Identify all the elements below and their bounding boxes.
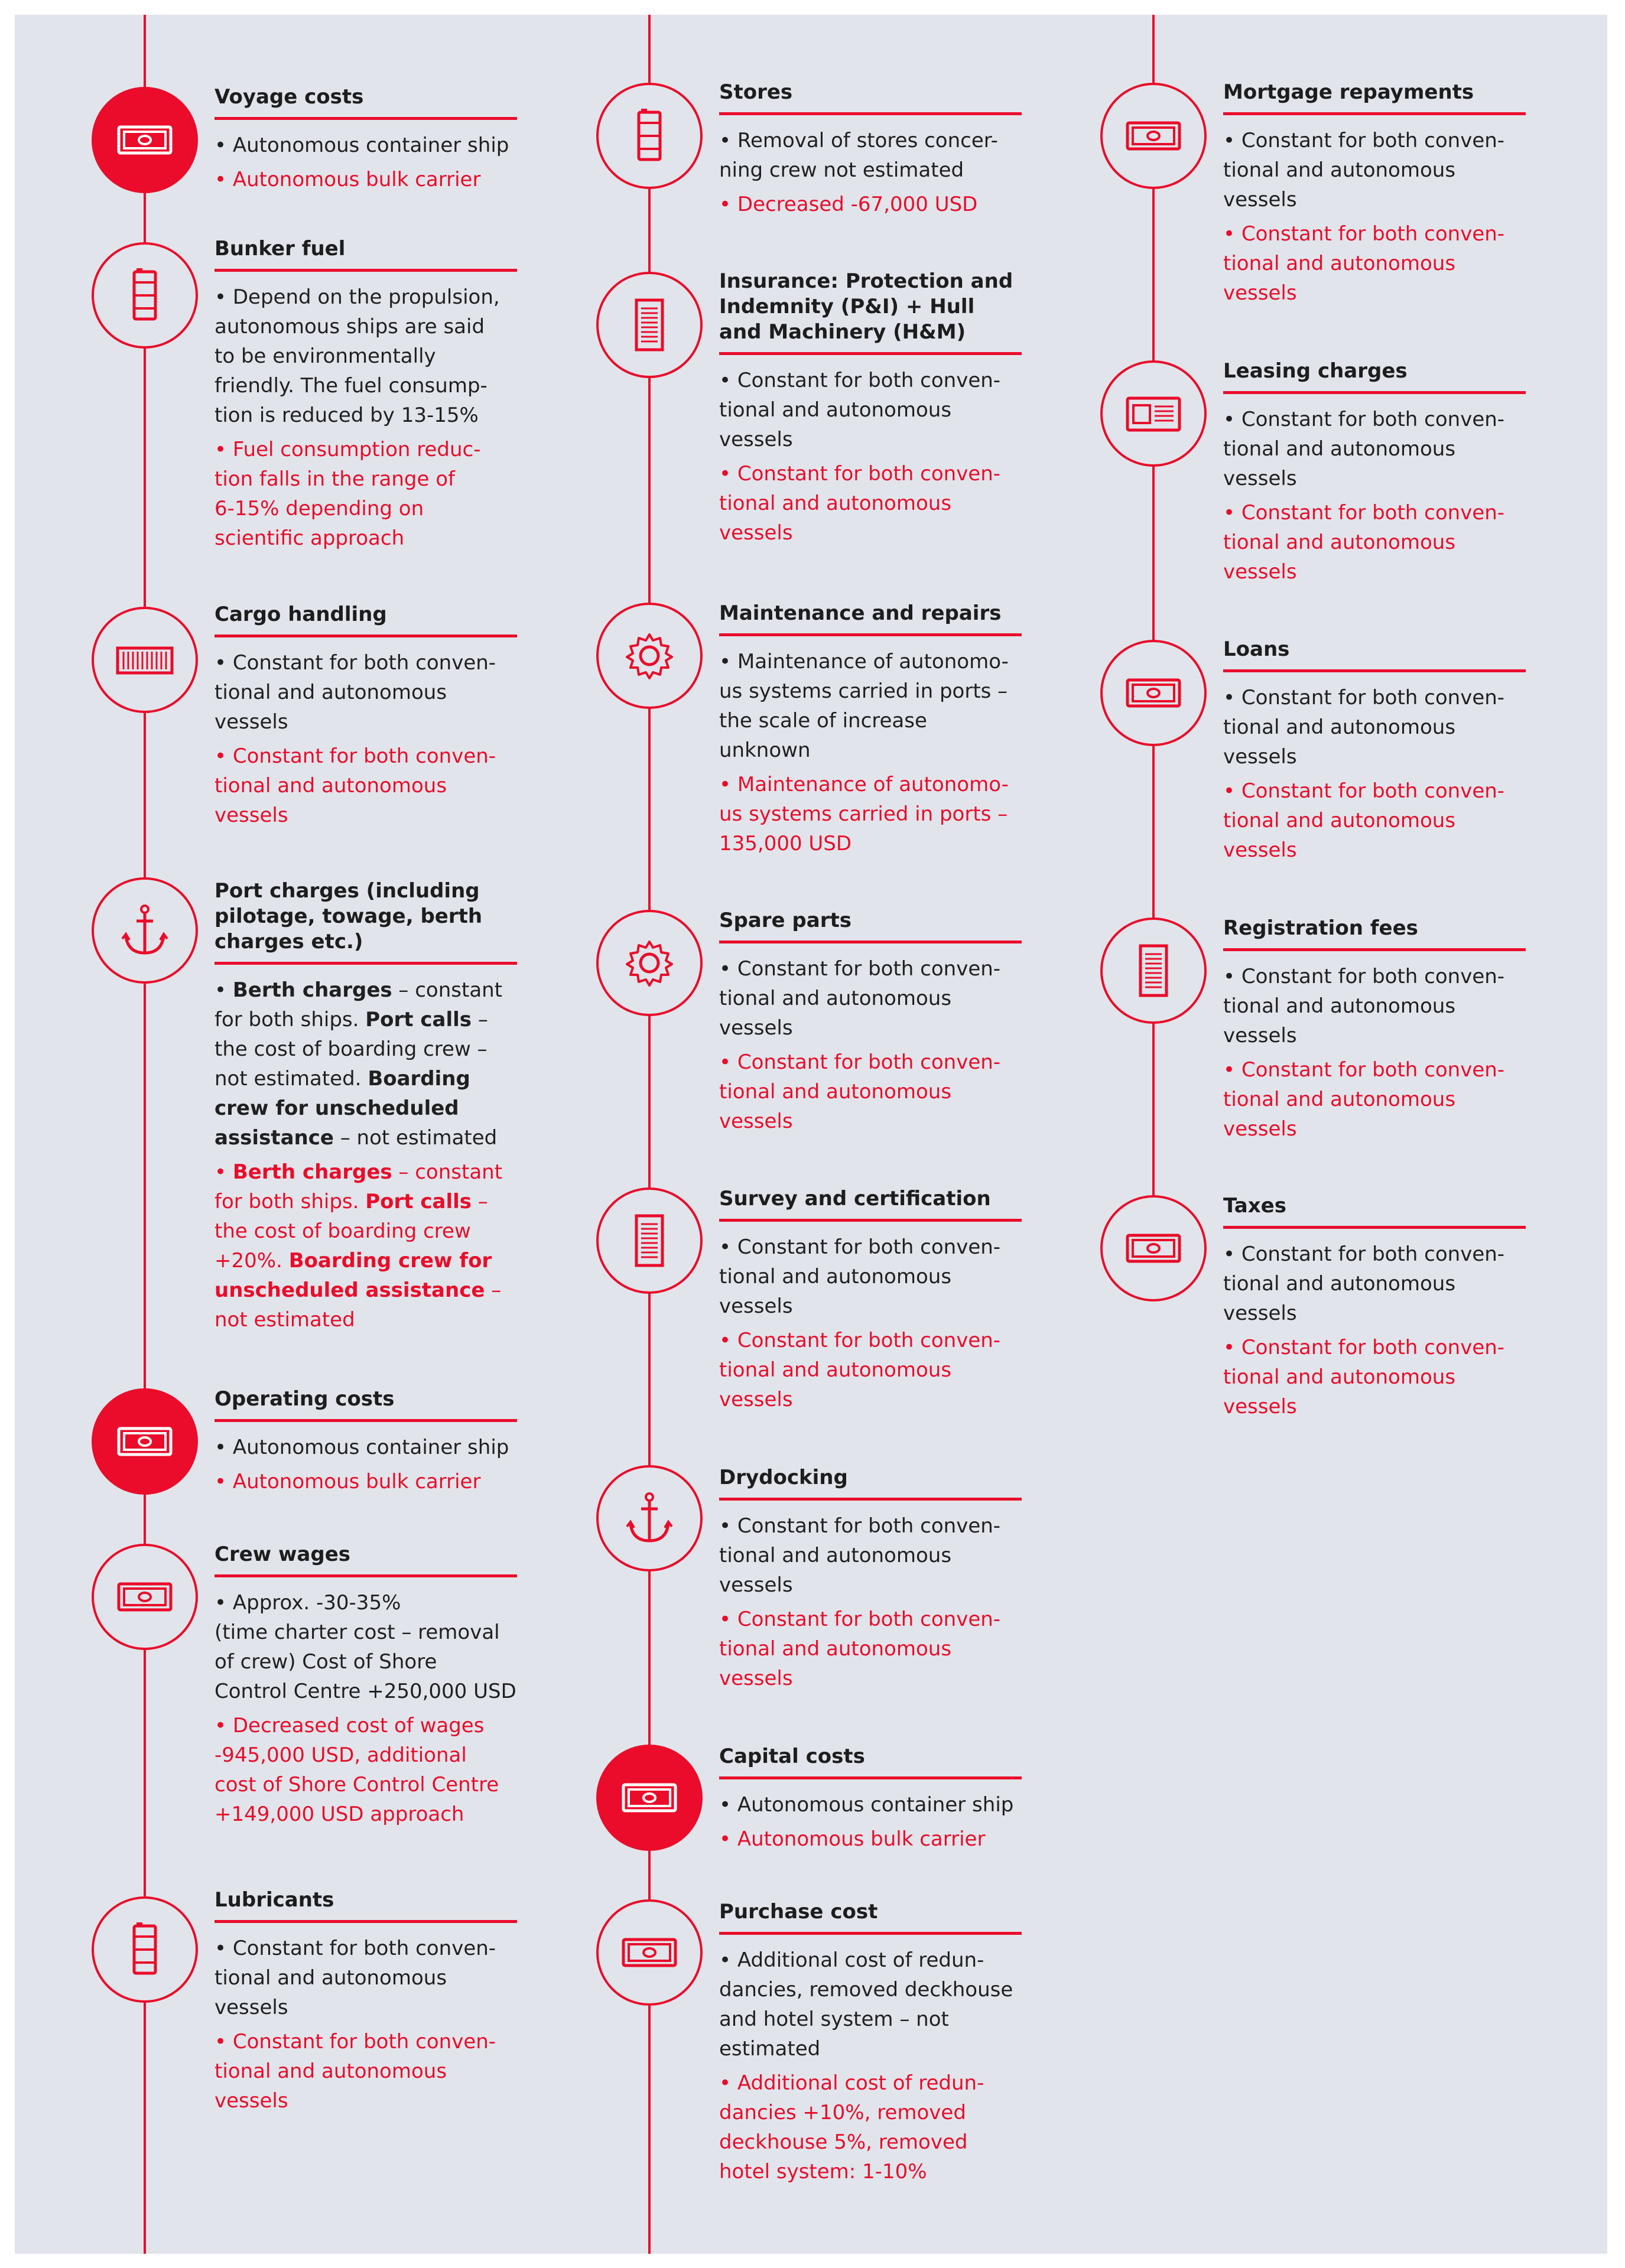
- title-rule: [214, 634, 517, 637]
- conventional-text: • Constant for both conven- tional and autonomous vessels: [719, 957, 1001, 1040]
- title-rule: [719, 352, 1022, 355]
- cargo-handling-entry: [214, 602, 517, 830]
- title-rule: [1223, 112, 1526, 115]
- autonomous-text: • Berth charges – constant for both ships. Port calls – the cost of boarding crew +20%. Boarding crew for unscheduled assistance – not estimated: [214, 1160, 503, 1332]
- leasing-node: [1100, 360, 1207, 467]
- barrel-icon: [108, 259, 181, 332]
- bunker-fuel-entry: [214, 236, 517, 553]
- anchor-icon: [108, 894, 181, 967]
- survey-entry: [719, 1186, 1022, 1414]
- autonomous-text: • Constant for both conven- tional and autonomous vessels: [719, 1050, 1001, 1133]
- cargo-handling-node: [92, 607, 198, 713]
- money-icon: [1117, 656, 1190, 730]
- entry-title: Loans: [1223, 637, 1290, 661]
- cost-infographic: [15, 15, 1607, 2254]
- voyage-costs-entry: [214, 84, 517, 194]
- money-icon: [613, 1916, 686, 1989]
- autonomous-text: • Decreased cost of wages -945,000 USD, additional cost of Shore Control Centre +149,000 USD approach: [214, 1714, 499, 1826]
- drydocking-entry: [719, 1465, 1022, 1693]
- conventional-text: • Constant for both conven- tional and autonomous vessels: [1223, 129, 1505, 211]
- entry-title: Leasing charges: [1223, 359, 1408, 383]
- taxes-node: [1100, 1195, 1207, 1301]
- title-rule: [214, 1574, 517, 1577]
- drydocking-node: [596, 1465, 703, 1571]
- entry-title: Spare parts: [719, 909, 852, 932]
- money-icon: [108, 103, 181, 177]
- conventional-text: • Berth charges – constant for both ships. Port calls – the cost of boarding crew – not estimated. Boarding crew for unscheduled assistance – not estimated: [214, 978, 503, 1150]
- entry-title: Purchase cost: [719, 1900, 878, 1924]
- title-rule: [214, 1419, 517, 1422]
- entry-title: Bunker fuel: [214, 237, 346, 261]
- autonomous-text: • Fuel consumption reduc- tion falls in the range of 6-15% depending on scientific approach: [214, 438, 481, 550]
- lubricants-entry: [214, 1888, 517, 2116]
- maintenance-entry: [719, 601, 1022, 858]
- title-rule: [1223, 1226, 1526, 1229]
- capital-costs-node: [596, 1745, 703, 1851]
- survey-node: [596, 1187, 703, 1294]
- conventional-text: • Constant for both conven- tional and autonomous vessels: [719, 369, 1001, 451]
- maintenance-node: [596, 603, 703, 709]
- autonomous-text: • Constant for both conven- tional and autonomous vessels: [1223, 1336, 1505, 1418]
- autonomous-text: • Constant for both conven- tional and autonomous vessels: [719, 462, 1001, 545]
- title-rule: [719, 1219, 1022, 1222]
- document-icon: [613, 288, 686, 362]
- conventional-text: • Constant for both conven- tional and autonomous vessels: [719, 1514, 1001, 1597]
- leasing-entry: [1223, 359, 1526, 587]
- autonomous-text: • Constant for both conven- tional and autonomous vessels: [1223, 1058, 1505, 1141]
- port-charges-node: [92, 877, 198, 984]
- entry-title: Capital costs: [719, 1745, 865, 1768]
- entry-title: Registration fees: [1223, 916, 1418, 940]
- autonomous-text: • Maintenance of autonomo- us systems carried in ports – 135,000 USD: [719, 773, 1009, 855]
- purchase-cost-entry: [719, 1899, 1022, 2186]
- autonomous-text: • Autonomous bulk carrier: [214, 1470, 481, 1493]
- barrel-icon: [613, 99, 686, 173]
- entry-title: Drydocking: [719, 1466, 848, 1489]
- document-icon: [1117, 934, 1190, 1007]
- autonomous-text: • Constant for both conven- tional and autonomous vessels: [1223, 501, 1505, 584]
- title-rule: [719, 1776, 1022, 1779]
- money-icon: [613, 1761, 686, 1834]
- entry-title: Voyage costs: [214, 85, 364, 109]
- lubricants-node: [92, 1896, 198, 2003]
- entry-title: Mortgage repayments: [1223, 80, 1474, 104]
- money-icon: [108, 1560, 181, 1634]
- autonomous-text: • Constant for both conven- tional and autonomous vessels: [214, 744, 496, 827]
- container-icon: [108, 623, 181, 697]
- purchase-cost-node: [596, 1899, 703, 2006]
- operating-costs-node: [92, 1388, 198, 1495]
- bunker-fuel-node: [92, 242, 198, 349]
- voyage-costs-node: [92, 87, 198, 193]
- entry-title: Port charges (including pilotage, towage, berth charges etc.): [214, 879, 483, 954]
- entry-title: Lubricants: [214, 1888, 334, 1912]
- stores-node: [596, 83, 703, 189]
- entry-title: Cargo handling: [214, 603, 387, 626]
- conventional-text: • Constant for both conven- tional and autonomous vessels: [1223, 965, 1505, 1047]
- conventional-text: • Depend on the propulsion, autonomous ships are said to be environmentally friendly. The fuel consump- tion is reduced by 13-15%: [214, 285, 500, 427]
- entry-title: Crew wages: [214, 1543, 351, 1566]
- capital-costs-entry: [719, 1744, 1022, 1854]
- loans-entry: [1223, 637, 1526, 865]
- money-icon: [1117, 1212, 1190, 1285]
- conventional-text: • Constant for both conven- tional and autonomous vessels: [1223, 408, 1505, 490]
- entry-title: Survey and certification: [719, 1187, 991, 1211]
- title-rule: [719, 633, 1022, 636]
- conventional-text: • Constant for both conven- tional and autonomous vessels: [214, 1937, 496, 2019]
- entry-title: Taxes: [1223, 1194, 1286, 1218]
- title-rule: [719, 112, 1022, 115]
- registration-node: [1100, 917, 1207, 1024]
- conventional-text: • Maintenance of autonomo- us systems carried in ports – the scale of increase unknown: [719, 650, 1009, 762]
- title-rule: [214, 117, 517, 120]
- gear-icon: [613, 619, 686, 692]
- stores-entry: [719, 80, 1022, 219]
- title-rule: [214, 1920, 517, 1923]
- autonomous-text: • Constant for both conven- tional and autonomous vessels: [719, 1608, 1001, 1690]
- conventional-text: • Autonomous container ship: [214, 1436, 509, 1459]
- title-rule: [719, 1932, 1022, 1935]
- card-icon: [1117, 377, 1190, 450]
- spare-parts-node: [596, 910, 703, 1016]
- conventional-text: • Additional cost of redun- dancies, removed deckhouse and hotel system – not estimated: [719, 1948, 1013, 2061]
- autonomous-text: • Constant for both conven- tional and autonomous vessels: [1223, 222, 1505, 305]
- autonomous-text: • Autonomous bulk carrier: [719, 1827, 986, 1851]
- autonomous-text: • Autonomous bulk carrier: [214, 168, 481, 191]
- entry-title: Stores: [719, 80, 793, 104]
- port-charges-entry: [214, 878, 517, 1335]
- barrel-icon: [108, 1913, 181, 1986]
- gear-icon: [613, 926, 686, 1000]
- insurance-entry: [719, 269, 1022, 548]
- autonomous-text: • Decreased -67,000 USD: [719, 193, 978, 216]
- document-icon: [613, 1204, 686, 1277]
- crew-wages-node: [92, 1544, 198, 1650]
- title-rule: [1223, 948, 1526, 951]
- conventional-text: • Autonomous container ship: [719, 1793, 1014, 1817]
- loans-node: [1100, 640, 1207, 746]
- mortgage-entry: [1223, 80, 1526, 308]
- conventional-text: • Removal of stores concer- ning crew not estimated: [719, 129, 998, 182]
- autonomous-text: • Constant for both conven- tional and autonomous vessels: [719, 1329, 1001, 1411]
- insurance-node: [596, 272, 703, 378]
- spare-parts-entry: [719, 908, 1022, 1136]
- title-rule: [214, 962, 517, 965]
- title-rule: [214, 269, 517, 272]
- title-rule: [1223, 391, 1526, 394]
- conventional-text: • Constant for both conven- tional and autonomous vessels: [1223, 686, 1505, 769]
- autonomous-text: • Constant for both conven- tional and autonomous vessels: [214, 2030, 496, 2113]
- conventional-text: • Approx. -30-35% (time charter cost – removal of crew) Cost of Shore Control Centre +250,000 USD: [214, 1591, 516, 1703]
- timeline-line-3: [1152, 15, 1155, 1220]
- crew-wages-entry: [214, 1542, 517, 1829]
- conventional-text: • Constant for both conven- tional and autonomous vessels: [1223, 1242, 1505, 1325]
- anchor-icon: [613, 1482, 686, 1555]
- title-rule: [719, 941, 1022, 943]
- taxes-entry: [1223, 1193, 1526, 1421]
- money-icon: [1117, 99, 1190, 173]
- autonomous-text: • Additional cost of redun- dancies +10%, removed deckhouse 5%, removed hotel system: 1-10%: [719, 2071, 984, 2184]
- entry-title: Maintenance and repairs: [719, 601, 1002, 625]
- title-rule: [1223, 669, 1526, 672]
- mortgage-node: [1100, 83, 1207, 189]
- title-rule: [719, 1498, 1022, 1501]
- conventional-text: • Constant for both conven- tional and autonomous vessels: [214, 651, 496, 734]
- money-icon: [108, 1405, 181, 1478]
- registration-entry: [1223, 916, 1526, 1144]
- conventional-text: • Autonomous container ship: [214, 134, 509, 157]
- entry-title: Operating costs: [214, 1387, 395, 1411]
- conventional-text: • Constant for both conven- tional and autonomous vessels: [719, 1235, 1001, 1318]
- operating-costs-entry: [214, 1387, 517, 1496]
- autonomous-text: • Constant for both conven- tional and autonomous vessels: [1223, 779, 1505, 862]
- entry-title: Insurance: Protection and Indemnity (P&I) + Hull and Machinery (H&M): [719, 269, 1013, 344]
